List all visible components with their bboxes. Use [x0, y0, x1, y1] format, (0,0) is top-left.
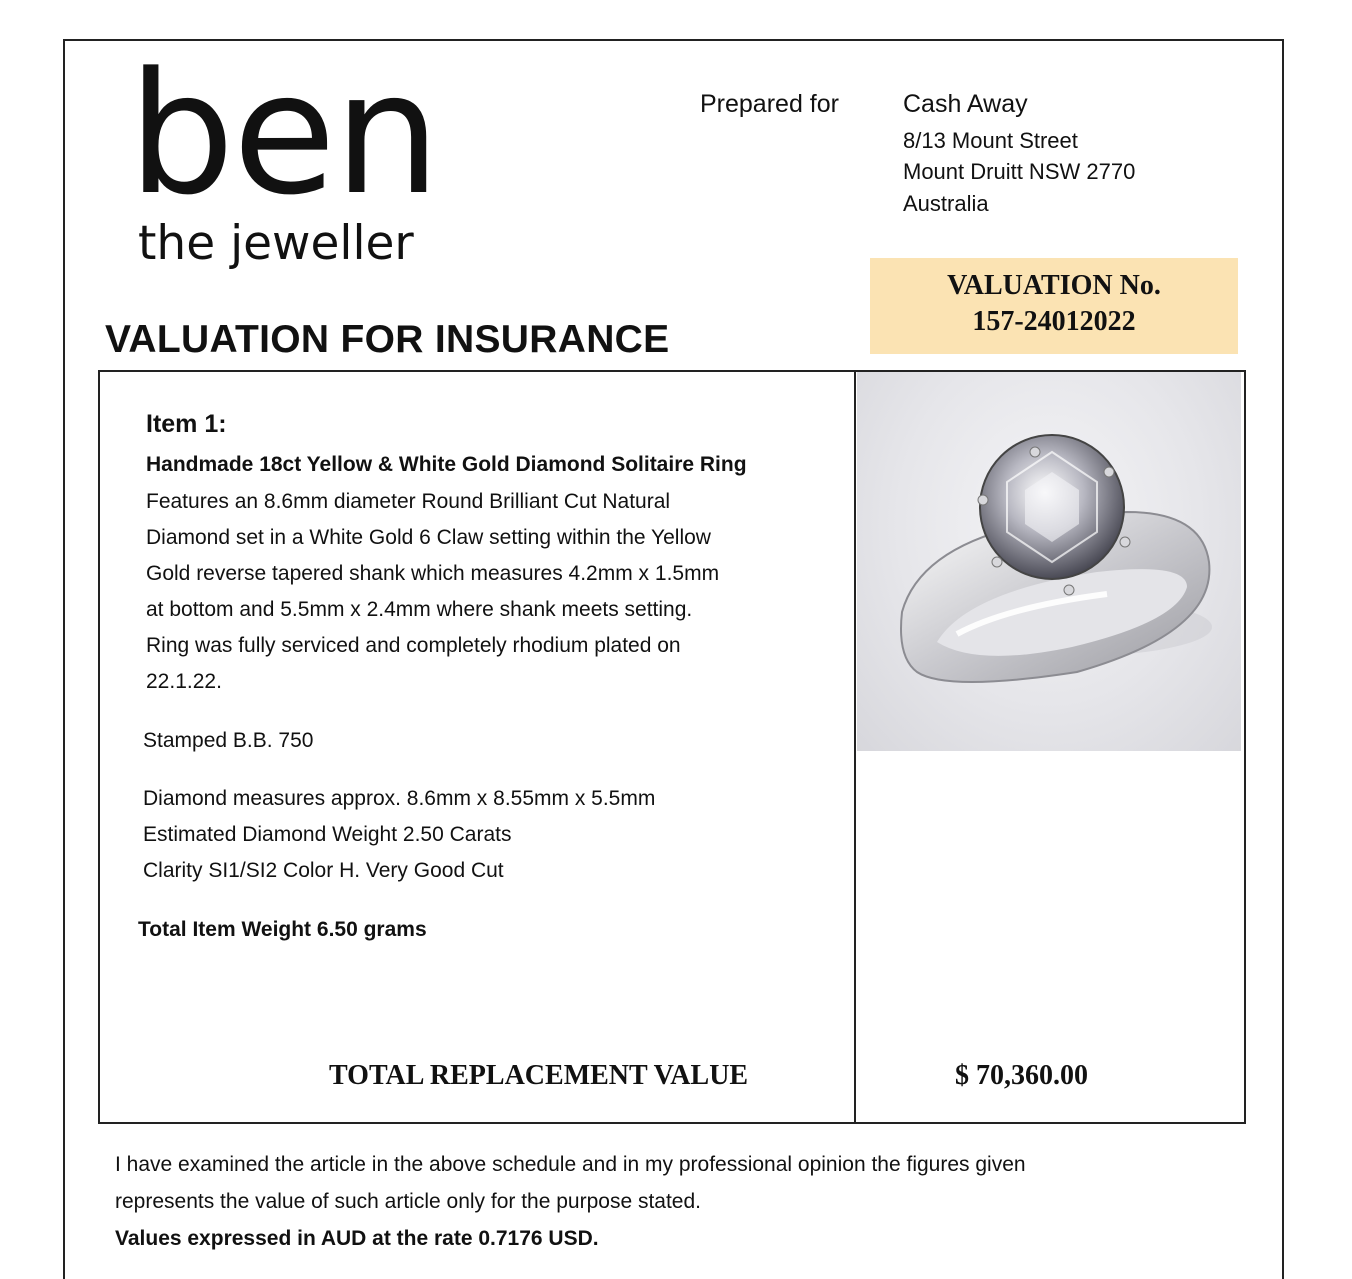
- client-address-line: Australia: [903, 191, 989, 216]
- diamond-spec-line: Estimated Diamond Weight 2.50 Carats: [143, 823, 512, 846]
- client-address-line: Mount Druitt NSW 2770: [903, 159, 1136, 184]
- valuation-number: 157-24012022: [972, 306, 1136, 337]
- column-divider: [854, 370, 856, 1124]
- client-name: Cash Away: [903, 90, 1028, 118]
- item-heading: Item 1:: [146, 410, 227, 438]
- item-description-line: 22.1.22.: [146, 670, 222, 693]
- diamond-spec-line: Clarity SI1/SI2 Color H. Very Good Cut: [143, 859, 504, 882]
- item-description-title: Handmade 18ct Yellow & White Gold Diamond Solitaire Ring: [146, 453, 747, 476]
- item-stamp: Stamped B.B. 750: [143, 729, 314, 752]
- total-item-weight: Total Item Weight 6.50 grams: [138, 918, 427, 941]
- valuation-number-box: [870, 258, 1238, 354]
- total-replacement-label: TOTAL REPLACEMENT VALUE: [329, 1060, 749, 1091]
- document-title: VALUATION FOR INSURANCE: [105, 318, 670, 361]
- item-description-line: Ring was fully serviced and completely rhodium plated on: [146, 634, 681, 657]
- item-description-line: Diamond set in a White Gold 6 Claw setting within the Yellow: [146, 526, 711, 549]
- item-description-line: at bottom and 5.5mm x 2.4mm where shank meets setting.: [146, 598, 693, 621]
- item-description-line: Gold reverse tapered shank which measures 4.2mm x 1.5mm: [146, 562, 720, 585]
- client-address-line: 8/13 Mount Street: [903, 128, 1078, 153]
- total-replacement-value: $ 70,360.00: [955, 1060, 1088, 1091]
- declaration-line: represents the value of such article only for the purpose stated.: [115, 1190, 702, 1213]
- diamond-spec-line: Diamond measures approx. 8.6mm x 8.55mm x 5.5mm: [143, 787, 656, 810]
- declaration-line: I have examined the article in the above schedule and in my professional opinion the figures given: [115, 1153, 1026, 1176]
- valuation-number-label: VALUATION No.: [947, 270, 1161, 301]
- diamond-ring-photo: [857, 372, 1241, 751]
- item-description-line: Features an 8.6mm diameter Round Brilliant Cut Natural: [146, 490, 671, 513]
- exchange-rate-note: Values expressed in AUD at the rate 0.7176 USD.: [115, 1227, 599, 1250]
- logo-tagline: the jeweller: [138, 216, 414, 271]
- prepared-for-label: Prepared for: [700, 90, 839, 118]
- logo-wordmark: ben: [128, 36, 439, 232]
